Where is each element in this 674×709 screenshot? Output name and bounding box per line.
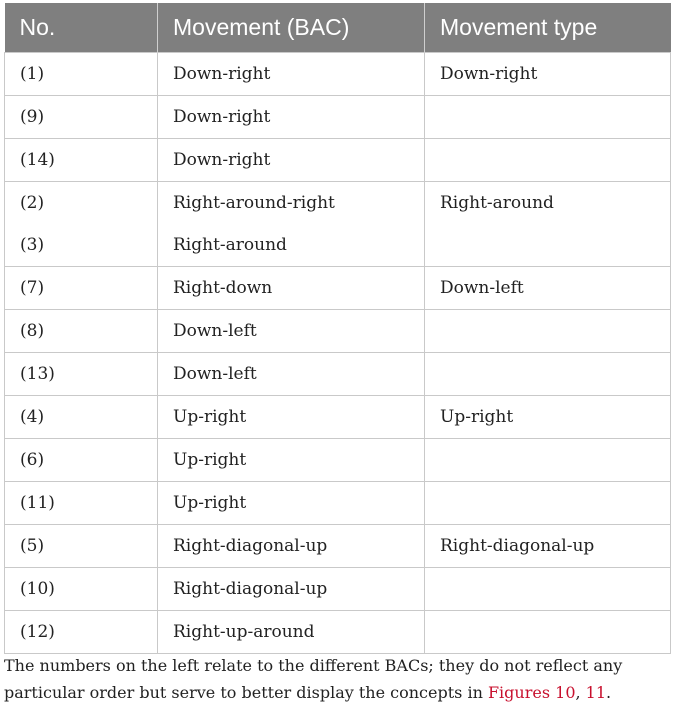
cell-no: (3) <box>5 224 158 267</box>
cell-movement-bac: Up-right <box>158 482 425 525</box>
cell-movement-bac: Up-right <box>158 439 425 482</box>
table-row <box>5 611 671 654</box>
cell-movement-type <box>425 224 671 267</box>
cell-no: (8) <box>5 310 158 353</box>
table-header-row <box>5 3 671 53</box>
table-row <box>5 224 671 267</box>
cell-movement-type <box>425 96 671 139</box>
cell-movement-bac: Right-diagonal-up <box>158 568 425 611</box>
cell-movement-bac: Right-down <box>158 267 425 310</box>
figure-11-link[interactable]: 11 <box>585 683 607 702</box>
cell-movement-type: Right-around <box>425 182 671 225</box>
cell-no: (12) <box>5 611 158 654</box>
cell-movement-bac: Right-around <box>158 224 425 267</box>
cell-movement-bac: Down-right <box>158 53 425 96</box>
cell-movement-type: Down-right <box>425 53 671 96</box>
cell-movement-bac: Right-diagonal-up <box>158 525 425 568</box>
cell-movement-bac: Down-right <box>158 139 425 182</box>
cell-no: (13) <box>5 353 158 396</box>
header-movement-bac: Movement (BAC) <box>158 3 425 53</box>
cell-no: (2) <box>5 182 158 225</box>
cell-movement-bac: Right-up-around <box>158 611 425 654</box>
table-row <box>5 182 671 225</box>
table-row <box>5 439 671 482</box>
cell-movement-type: Up-right <box>425 396 671 439</box>
cell-no: (10) <box>5 568 158 611</box>
movement-table-container <box>4 3 670 654</box>
cell-no: (5) <box>5 525 158 568</box>
table-row <box>5 96 671 139</box>
table-row <box>5 568 671 611</box>
table-footnote <box>4 652 670 706</box>
cell-no: (9) <box>5 96 158 139</box>
cell-no: (11) <box>5 482 158 525</box>
cell-no: (7) <box>5 267 158 310</box>
cell-movement-bac: Down-right <box>158 96 425 139</box>
table-row <box>5 53 671 96</box>
cell-movement-bac: Down-left <box>158 353 425 396</box>
table-row <box>5 310 671 353</box>
cell-movement-type <box>425 568 671 611</box>
header-movement-type: Movement type <box>425 3 671 53</box>
cell-movement-type <box>425 611 671 654</box>
cell-movement-type: Down-left <box>425 267 671 310</box>
table-row <box>5 482 671 525</box>
cell-movement-type <box>425 439 671 482</box>
cell-movement-bac: Down-left <box>158 310 425 353</box>
footnote-text: The numbers on the left relate to the different BACs; they do not reflect any particular order but serve to better display the concepts in <box>4 656 623 702</box>
table-row <box>5 396 671 439</box>
cell-movement-type <box>425 139 671 182</box>
cell-no: (1) <box>5 53 158 96</box>
table-row <box>5 353 671 396</box>
cell-movement-bac: Right-around-right <box>158 182 425 225</box>
footnote-end: . <box>606 683 612 702</box>
cell-movement-type <box>425 353 671 396</box>
cell-movement-type: Right-diagonal-up <box>425 525 671 568</box>
table-row <box>5 267 671 310</box>
table-row <box>5 525 671 568</box>
cell-movement-bac: Up-right <box>158 396 425 439</box>
cell-no: (6) <box>5 439 158 482</box>
table-row <box>5 139 671 182</box>
cell-no: (4) <box>5 396 158 439</box>
movement-table <box>4 3 671 654</box>
header-no: No. <box>5 3 158 53</box>
cell-no: (14) <box>5 139 158 182</box>
figure-10-link[interactable]: Figures 10 <box>487 683 576 702</box>
footnote-separator: , <box>575 683 586 702</box>
cell-movement-type <box>425 482 671 525</box>
table-body <box>5 53 671 654</box>
cell-movement-type <box>425 310 671 353</box>
